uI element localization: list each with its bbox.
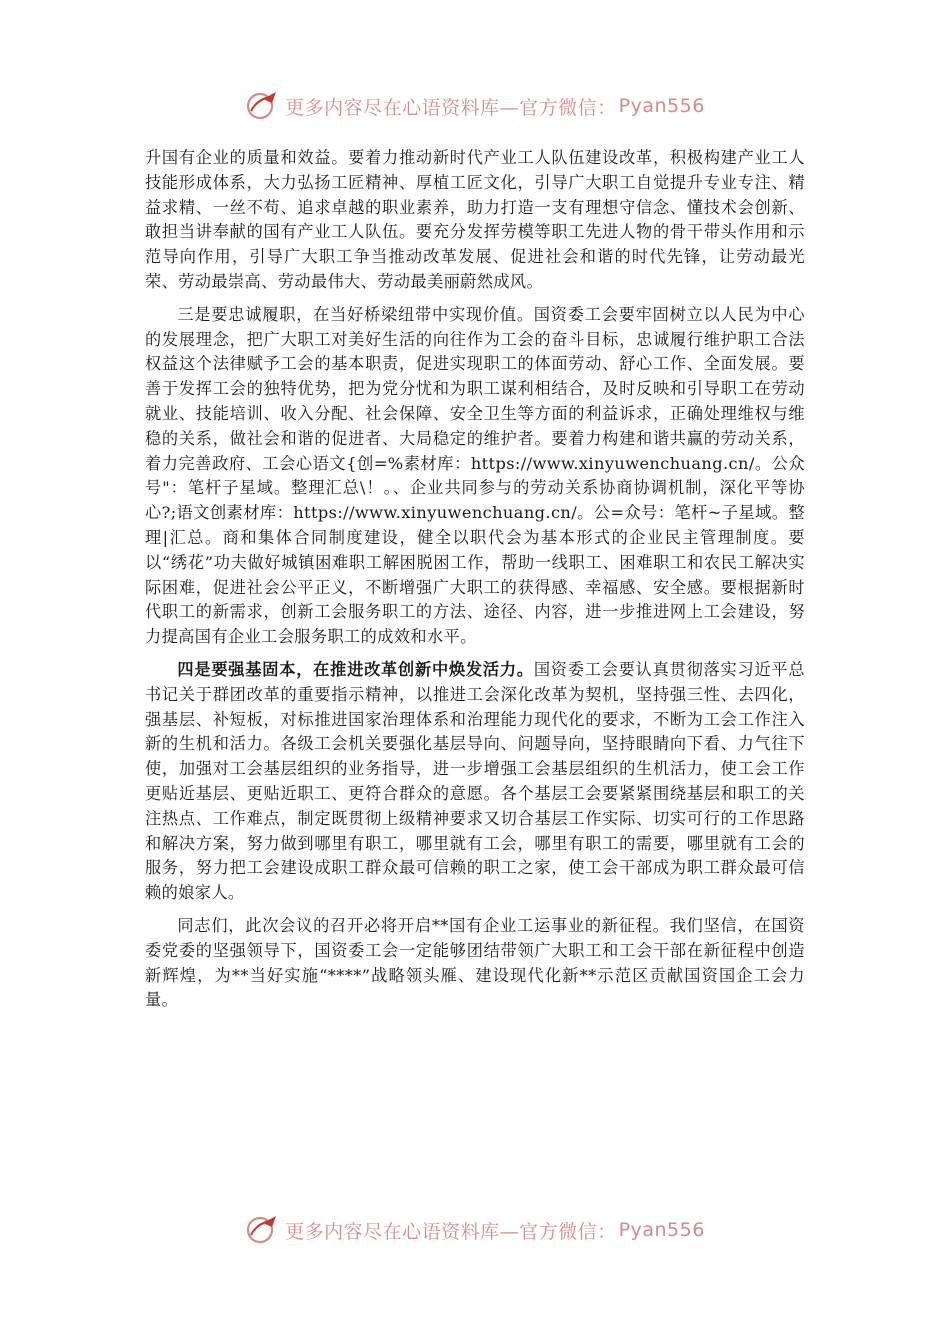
footer-banner xyxy=(0,1210,950,1250)
footer-banner-handle: Pyan556 xyxy=(618,1219,705,1241)
header-banner xyxy=(0,86,950,126)
paragraph-2-text: 三是要忠诚履职，在当好桥梁纽带中实现价值。国资委工会要牢固树立以人民为中心的发展理念，把广大职工对美好生活的向往作为工会的奋斗目标，忠诚履行维护职工合法权益这个法律赋予工会的基本职责，促进实现职工的体面劳动、舒心工作、全面发展。要善于发挥工会的独特优势，把为党分忧和为职工谋利相结合，及时反映和引导职工在劳动就业、技能培训、收入分配、社会保障、安全卫生等方面的利益诉求，正确处理维权与维稳的关系，做社会和谐的促进者、大局稳定的维护者。要着力构建和谐共赢的劳动关系，着力完善政府、工会心语文{创=%素材库：https://www.xinyuwenchuang.cn/。公众号"：笔杆子星域。整理汇总\！。、企业共同参与的劳动关系协商协调机制，深化平等协心?;语文创素材库：https://www.xinyuwenchuang.cn/。公=众号：笔杆~子星域。整理|汇总。商和集体合同制度建设，健全以职代会为基本形式的企业民主管理制度。要以“绣花”功夫做好城镇困难职工解困脱困工作，帮助一线职工、困难职工和农民工解决实际困难，促进社会公平正义，不断增强广大职工的获得感、幸福感、安全感。要根据新时代职工的新需求，创新工会服务职工的方法、途径、内容，进一步推进网上工会建设，努力提高国有企业工会服务职工的成效和水平。 xyxy=(145,304,805,647)
paragraph-3-lead: 四是要强基固本，在推进改革创新中焕发活力。 xyxy=(177,659,534,679)
paragraph-3-text: 国资委工会要认真贯彻落实习近平总书记关于群团改革的重要指示精神，以推进工会深化改革为契机，坚持强三性、去四化，强基层、补短板，对标推进国家治理体系和治理能力现代化的要求，不断为工会工作注入新的生机和活力。各级工会机关要强化基层导向、问题导向，坚持眼睛向下看、力气往下使，加强对工会基层组织的业务指导，进一步增强工会基层组织的生机活力，使工会工作更贴近基层、更贴近职工、更符合群众的意愿。各个基层工会要紧紧围绕基层和职工的关注热点、工作难点，制定既贯彻上级精神要求又切合基层工作实际、切实可行的工作思路和解决方案，努力做到哪里有职工，哪里就有工会，哪里有职工的需要，哪里就有工会的服务，努力把工会建设成职工群众最可信赖的职工之家，使工会干部成为职工群众最可信赖的娘家人。 xyxy=(145,659,805,903)
paragraph-3 xyxy=(145,658,805,906)
document-body xyxy=(145,146,805,1021)
paragraph-2 xyxy=(145,303,805,650)
paragraph-4 xyxy=(145,914,805,1013)
footer-banner-text: 更多内容尽在心语资料库—官方微信： xyxy=(285,1220,617,1243)
header-banner-text: 更多内容尽在心语资料库—官方微信： xyxy=(285,96,617,119)
paragraph-1 xyxy=(145,146,805,295)
paragraph-1-text: 升国有企业的质量和效益。要着力推动新时代产业工人队伍建设改革，积极构建产业工人技能形成体系，大力弘扬工匠精神、厚植工匠文化，引导广大职工自觉提升专业专注、精益求精、一丝不苟、追求卓越的职业素养，助力打造一支有理想守信念、懂技术会创新、敢担当讲奉献的国有产业工人队伍。要充分发挥劳模等职工先进人物的骨干带头作用和示范导向作用，引导广大职工争当推动改革发展、促进社会和谐的时代先锋，让劳动最光荣、劳动最崇高、劳动最伟大、劳动最美丽蔚然成风。 xyxy=(145,148,805,291)
pen-logo-icon xyxy=(245,1213,279,1247)
paragraph-4-text: 同志们，此次会议的召开必将开启**国有企业工运事业的新征程。我们坚信，在国资委党委的坚强领导下，国资委工会一定能够团结带领广大职工和工会干部在新征程中创造新辉煌，为**当好实施“****”战略领头雁、建设现代化新**示范区贡献国资国企工会力量。 xyxy=(145,915,805,1010)
header-banner-handle: Pyan556 xyxy=(618,95,705,117)
pen-logo-icon xyxy=(245,89,279,123)
